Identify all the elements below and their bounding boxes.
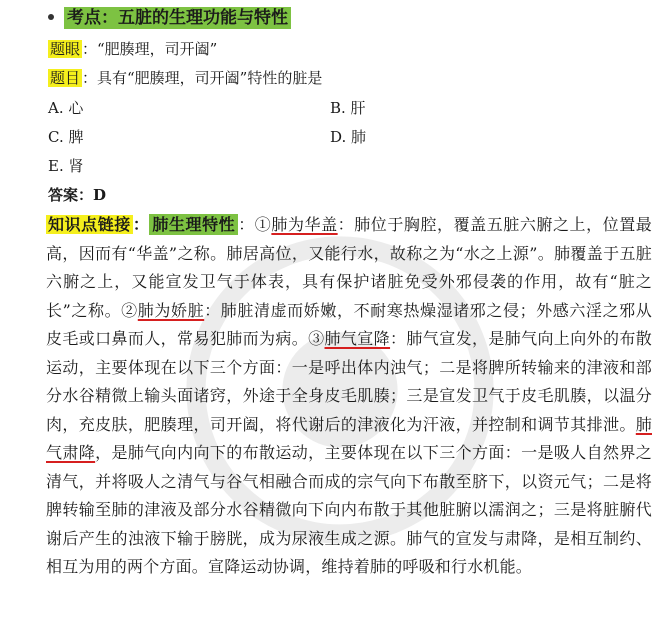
option-d: D. 肺 bbox=[330, 128, 367, 146]
question-eye-label: 题眼 bbox=[50, 40, 81, 58]
bullet-icon bbox=[48, 14, 54, 20]
knowledge-label: 知识点链接 bbox=[48, 215, 131, 234]
knowledge-colon: ： bbox=[132, 215, 150, 234]
option-a: A. 心 bbox=[48, 99, 84, 117]
knowledge-paragraph bbox=[46, 211, 652, 582]
term-lung-qi-disperse: 肺气宣降 bbox=[324, 329, 391, 348]
answer-value: D bbox=[93, 186, 107, 204]
knowledge-p2: ：肺脏清虚而娇嫩，不耐寒热燥湿诸邪之侵；外感六淫之邪从皮毛或口鼻而人，常易犯肺而为病。③ bbox=[46, 300, 652, 348]
section-heading-label: 考点：五脏的生理功能与特性 bbox=[64, 7, 291, 29]
answer-label: 答案： bbox=[48, 186, 94, 204]
term-lung-canopy: 肺为华盖 bbox=[271, 215, 338, 234]
term-lung-qi-descend: 肺气肃降 bbox=[46, 414, 652, 462]
option-c: C. 脾 bbox=[48, 128, 84, 146]
question-eye-text: ：“肥腠理，司开阖” bbox=[82, 40, 218, 58]
answer-line bbox=[48, 184, 106, 206]
knowledge-p3: ：肺气宣发，是肺气向上向外的布散运动，主要体现在以下三个方面：一是呼出体内浊气；二是将脾所转输来的津液和部分水谷精微上输头面诸窍，外途于全身皮毛肌腠；三是宣发卫气于皮毛肌腠，以温分肉，充皮肤，肥腠理，司开阖，将代谢后的津液化为汗液，并控制和调节其排泄。 bbox=[46, 329, 652, 434]
knowledge-topic: 肺生理特性 bbox=[149, 214, 238, 235]
question-eye-line bbox=[48, 38, 217, 60]
option-b: B. 肝 bbox=[330, 99, 366, 117]
question-label: 题目 bbox=[50, 69, 81, 87]
option-e: E. 肾 bbox=[48, 157, 84, 175]
knowledge-p4: ，是肺气向内向下的布散运动，主要体现在以下三个方面：一是吸人自然界之清气，并将吸人之清气与谷气相融合而成的宗气向下布散至脐下，以资元气；二是将脾转输至肺的津液及部分水谷精微向下向内布散于其他脏腑以濡润之；三是将脏腑代谢后产生的浊液下输于膀胱，成为尿液生成之源。肺气的宣发与肃降，是相互制约、相互为用的两个方面。宣降运动协调，维持着肺的呼吸和行水机能。 bbox=[46, 443, 652, 576]
question-line bbox=[48, 67, 322, 89]
knowledge-p1: ：肺位于胸腔，覆盖五脏六腑之上，位置最高，因而有“华盖”之称。肺居高位，又能行水，故称之为“水之上源”。肺覆盖于五脏六腑之上，又能宣发卫气于体表，具有保护诸脏免受外邪侵袭的作用，故有“脏之长”之称。② bbox=[46, 215, 652, 320]
knowledge-p1-pre: ：① bbox=[238, 215, 272, 234]
section-heading bbox=[48, 6, 291, 30]
question-text: ：具有“肥腠理，司开阖”特性的脏是 bbox=[82, 69, 323, 87]
term-lung-delicate: 肺为娇脏 bbox=[137, 300, 205, 320]
